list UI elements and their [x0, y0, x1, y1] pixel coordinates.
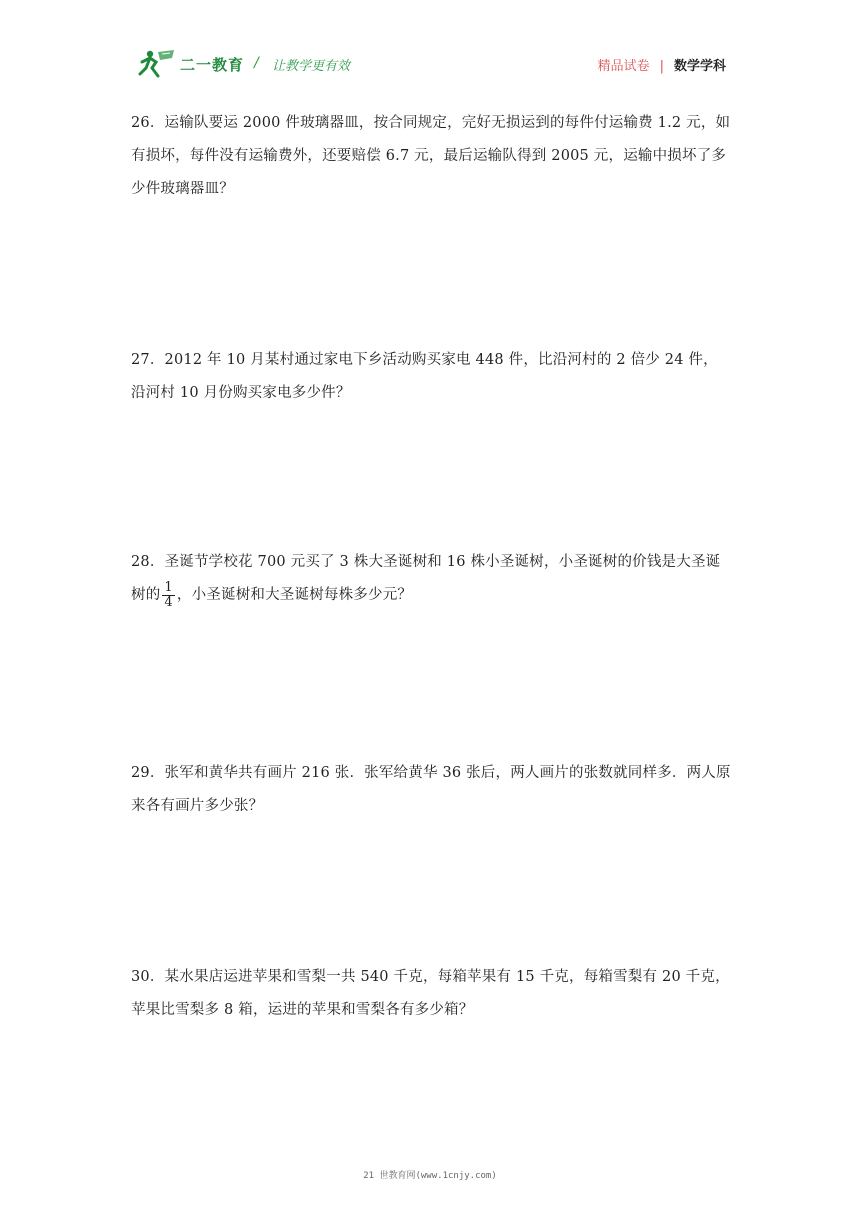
- fraction-numerator: 1: [164, 579, 173, 595]
- page-header: [0, 0, 860, 90]
- question-29: 29．张军和黄华共有画片 216 张．张军给黄华 36 张后，两人画片的张数就同样多．两人原来各有画片多少张？: [131, 765, 731, 814]
- tag-subject: 数学学科: [673, 59, 726, 74]
- question-28-text-before: 28．圣诞节学校花 700 元买了 3 株大圣诞树和 16 株小圣诞树，小圣诞树的价钱是大圣诞树的: [131, 554, 721, 603]
- brand-name: 二一教育: [180, 56, 245, 74]
- brand-separator: /: [254, 55, 259, 71]
- fraction-one-quarter: [162, 581, 174, 610]
- running-person-icon: [136, 48, 180, 80]
- header-tags: [598, 55, 726, 74]
- brand-logo[interactable]: [136, 48, 376, 80]
- tag-premium-exam: 精品试卷: [597, 59, 650, 74]
- question-28-text-after: ，小圣诞树和大圣诞树每株多少元？: [176, 587, 413, 603]
- page-footer: 21 世教育网(www.1cnjy.com): [363, 1171, 497, 1181]
- question-26: 26．运输队要运 2000 件玻璃器皿，按合同规定，完好无损运到的每件付运输费 1.2 元，如有损坏，每件没有运输费外，还要赔偿 6.7 元，最后运输队得到 2005 元，运输中损坏了多少件玻璃器皿？: [131, 115, 731, 197]
- question-30: 30．某水果店运进苹果和雪梨一共 540 千克，每箱苹果有 15 千克，每箱雪梨有 20 千克，苹果比雪梨多 8 箱，运进的苹果和雪梨各有多少箱？: [131, 969, 730, 1018]
- question-28: [131, 546, 731, 612]
- tag-divider: |: [659, 59, 664, 74]
- fraction-denominator: 4: [164, 594, 173, 610]
- question-27: 27．2012 年 10 月某村通过家电下乡活动购买家电 448 件，比沿河村的 2 倍少 24 件，沿河村 10 月份购买家电多少件？: [131, 352, 718, 401]
- brand-slogan: 让教学更有效: [272, 59, 351, 74]
